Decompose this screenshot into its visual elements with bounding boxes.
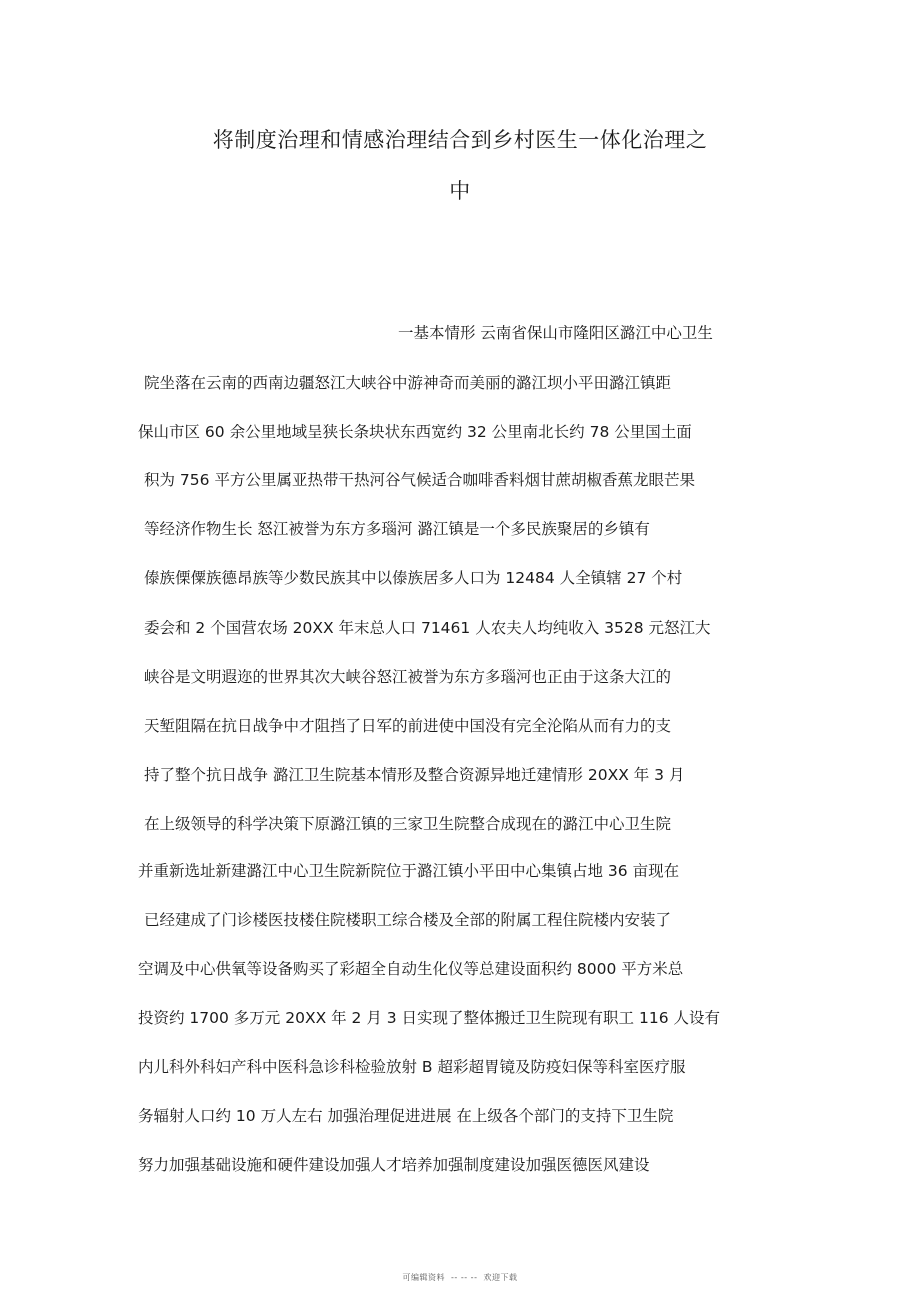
- body-line: 在上级领导的科学决策下原潞江镇的三家卫生院整合成现在的潞江中心卫生院: [144, 815, 672, 833]
- body-line: 委会和 2 个国营农场 20XX 年末总人口 71461 人农夫人均纯收入 3528 元怒江大: [144, 619, 711, 637]
- body-line: 并重新选址新建潞江中心卫生院新院位于潞江镇小平田中心集镇占地 36 亩现在: [138, 862, 680, 880]
- body-line: 持了整个抗日战争 潞江卫生院基本情形及整合资源异地迁建情形 20XX 年 3 月: [144, 766, 685, 784]
- body-line: 傣族傈僳族德昂族等少数民族其中以傣族居多人口为 12484 人全镇辖 27 个村: [144, 569, 683, 587]
- body-line: 等经济作物生长 怒江被誉为东方多瑙河 潞江镇是一个多民族聚居的乡镇有: [144, 520, 650, 538]
- body-line: 努力加强基础设施和硬件建设加强人才培养加强制度建设加强医德医风建设: [138, 1156, 650, 1174]
- document-title-line-1: 将制度治理和情感治理结合到乡村医生一体化治理之: [212, 128, 708, 152]
- footer-dashes: -- -- --: [451, 1273, 478, 1282]
- page-footer: [0, 1272, 920, 1283]
- document-title-line-2: 中: [449, 179, 471, 203]
- body-line: 务辐射人口约 10 万人左右 加强治理促进进展 在上级各个部门的支持下卫生院: [138, 1107, 674, 1125]
- body-line: 峡谷是文明遐迩的世界其次大峡谷怒江被誉为东方多瑙河也正由于这条大江的: [144, 668, 672, 686]
- body-line: 院坐落在云南的西南边疆怒江大峡谷中游神奇而美丽的潞江坝小平田潞江镇距: [144, 374, 672, 392]
- footer-left-text: 可编辑资料: [402, 1273, 446, 1282]
- body-line: 已经建成了门诊楼医技楼住院楼职工综合楼及全部的附属工程住院楼内安装了: [144, 911, 672, 929]
- body-line: 一基本情形 云南省保山市隆阳区潞江中心卫生: [398, 324, 713, 342]
- body-line: 积为 756 平方公里属亚热带干热河谷气候适合咖啡香料烟甘蔗胡椒香蕉龙眼芒果: [144, 471, 695, 489]
- body-line: 天堑阻隔在抗日战争中才阻挡了日军的前进使中国没有完全沦陷从而有力的支: [144, 717, 672, 735]
- body-line: 内儿科外科妇产科中医科急诊科检验放射 B 超彩超胃镜及防疫妇保等科室医疗服: [138, 1058, 686, 1076]
- body-line: 空调及中心供氧等设备购买了彩超全自动生化仪等总建设面积约 8000 平方米总: [138, 960, 684, 978]
- body-line: 保山市区 60 余公里地域呈狭长条块状东西宽约 32 公里南北长约 78 公里国土面: [138, 423, 692, 441]
- body-line: 投资约 1700 多万元 20XX 年 2 月 3 日实现了整体搬迁卫生院现有职工 116 人设有: [138, 1009, 720, 1027]
- footer-right-text: 欢迎下载: [483, 1273, 518, 1282]
